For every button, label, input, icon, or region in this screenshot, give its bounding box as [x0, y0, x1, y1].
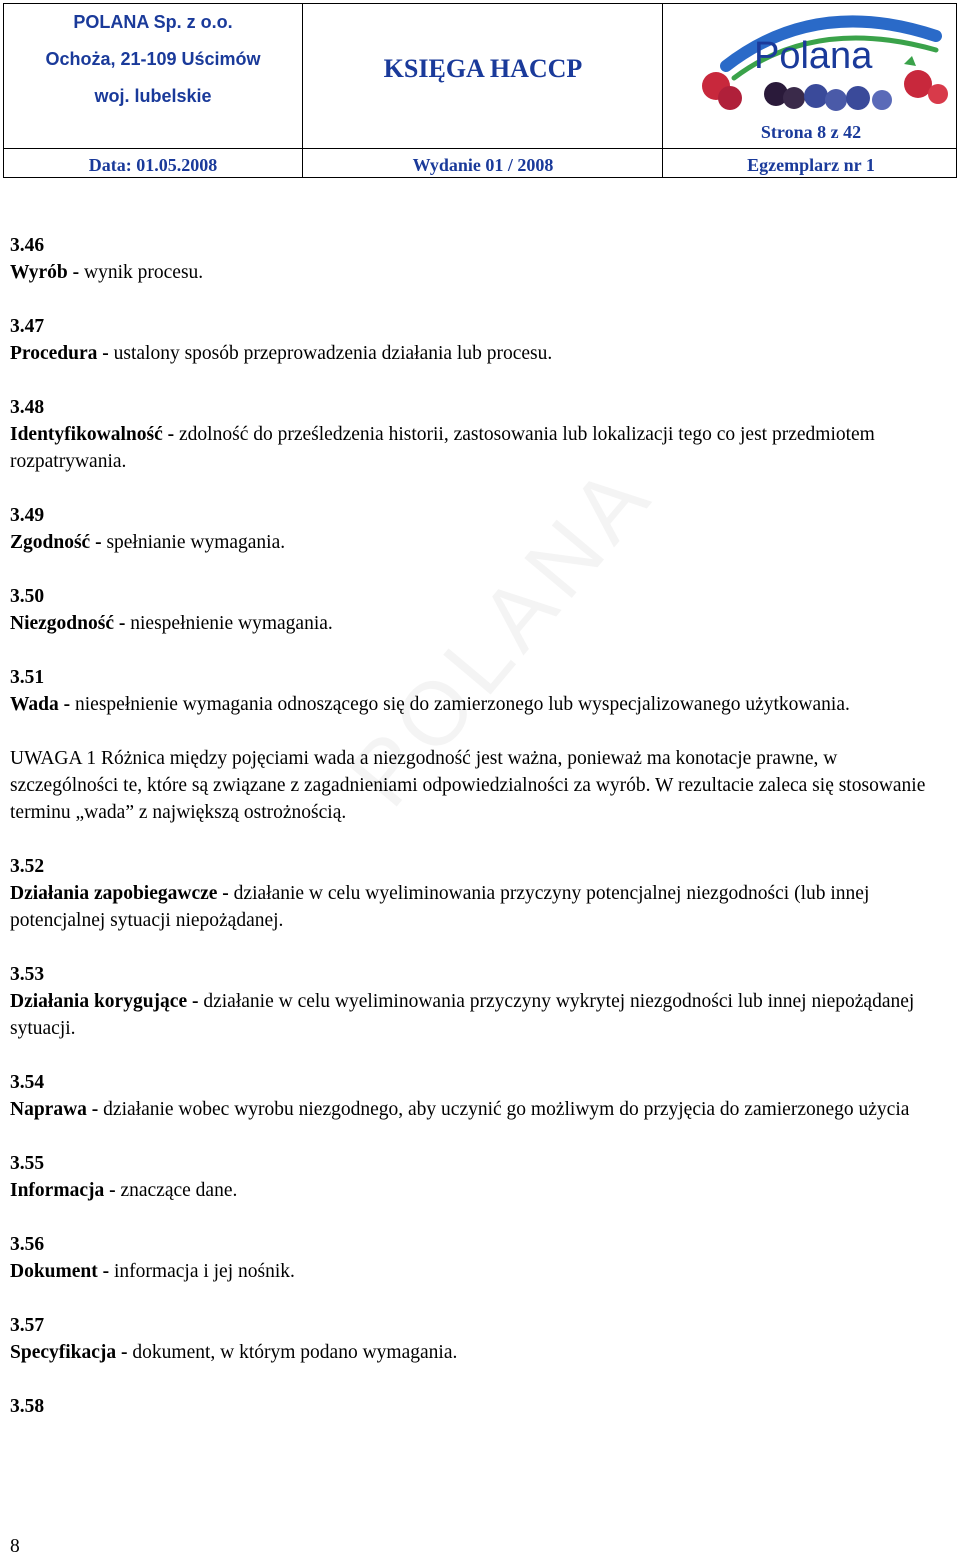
definition-entry	[10, 313, 950, 367]
entry-definition: znaczące dane.	[115, 1180, 238, 1201]
document-title: KSIĘGA HACCP	[383, 54, 583, 83]
definition-entry	[10, 1069, 950, 1123]
footer-page-number: 8	[10, 1536, 20, 1557]
entry-term: Naprawa -	[10, 1099, 99, 1120]
definition-entry	[10, 853, 950, 934]
definition-entry	[10, 1312, 950, 1366]
document-date: Data: 01.05.2008	[88, 155, 218, 175]
entry-number: 3.53	[10, 964, 45, 985]
entry-number: 3.48	[10, 397, 45, 418]
entry-number: 3.57	[10, 1315, 45, 1336]
entry-definition: dokument, w którym podano wymagania.	[127, 1342, 458, 1363]
company-address: Ochoża, 21-109 Uścimów	[45, 49, 261, 69]
entry-definition: ustalony sposób przeprowadzenia działania lub procesu.	[108, 343, 553, 364]
header-divider	[302, 4, 303, 177]
page-number: Strona 8 z 42	[760, 122, 862, 142]
document-copy: Egzemplarz nr 1	[747, 155, 875, 175]
entry-term: Niezgodność -	[10, 613, 126, 634]
entry-number: 3.50	[10, 586, 45, 607]
entry-number: 3.54	[10, 1072, 45, 1093]
definition-entry	[10, 1150, 950, 1204]
entry-number: 3.52	[10, 856, 45, 877]
entry-number: 3.51	[10, 667, 45, 688]
header-divider	[4, 148, 956, 149]
entry-term: Identyfikowalność -	[10, 424, 175, 445]
entry-term: Działania korygujące -	[10, 991, 199, 1012]
note-paragraph	[10, 745, 950, 826]
entry-number: 3.56	[10, 1234, 45, 1255]
entry-term: Wyrób -	[10, 262, 80, 283]
company-block	[4, 4, 302, 115]
polana-logo	[686, 6, 958, 118]
entry-number: 3.47	[10, 316, 45, 337]
entry-definition: zdolność do prześledzenia historii, zastosowania lub lokalizacji tego co jest przedmiotem rozpatrywania.	[10, 424, 875, 472]
header-divider	[662, 4, 663, 177]
definition-entry	[10, 394, 950, 475]
entry-term: Informacja -	[10, 1180, 116, 1201]
entry-number: 3.55	[10, 1153, 45, 1174]
entry-term: Działania zapobiegawcze -	[10, 883, 229, 904]
entry-number: 3.58	[10, 1396, 45, 1417]
definition-entry	[10, 1393, 950, 1420]
definition-entry	[10, 664, 950, 718]
company-region: woj. lubelskie	[94, 86, 212, 106]
note-label: UWAGA 1	[10, 748, 97, 769]
entry-term: Wada -	[10, 694, 71, 715]
entry-number: 3.46	[10, 235, 45, 256]
document-header	[3, 3, 957, 178]
document-edition: Wydanie 01 / 2008	[412, 155, 554, 175]
company-name: POLANA Sp. z o.o.	[73, 12, 233, 32]
entry-definition: działanie w celu wyeliminowania przyczyny potencjalnej niezgodności (lub innej potencjalnej sytuacji niepożądanej.	[10, 883, 870, 931]
entry-term: Specyfikacja -	[10, 1342, 128, 1363]
entry-definition: niespełnienie wymagania odnoszącego się do zamierzonego lub wyspecjalizowanego użytkowania.	[70, 694, 850, 715]
entry-definition: działanie w celu wyeliminowania przyczyny wykrytej niezgodności lub innej niepożądanej sytuacji.	[10, 991, 915, 1039]
entry-definition: niespełnienie wymagania.	[125, 613, 333, 634]
definition-entry	[10, 583, 950, 637]
entry-definition: wynik procesu.	[79, 262, 204, 283]
entry-definition: działanie wobec wyrobu niezgodnego, aby uczynić go możliwym do przyjęcia do zamierzonego użycia	[98, 1099, 910, 1120]
definition-entry	[10, 961, 950, 1042]
entry-definition: informacja i jej nośnik.	[109, 1261, 295, 1282]
definition-entry	[10, 1231, 950, 1285]
document-body	[10, 232, 950, 1447]
entry-number: 3.49	[10, 505, 45, 526]
entry-definition: spełnianie wymagania.	[101, 532, 286, 553]
entry-term: Procedura -	[10, 343, 109, 364]
logo-text: Polana	[754, 35, 873, 77]
entry-term: Dokument -	[10, 1261, 110, 1282]
entry-term: Zgodność -	[10, 532, 102, 553]
definition-entry	[10, 232, 950, 286]
definition-entry	[10, 502, 950, 556]
note-text: Różnica między pojęciami wada a niezgodność jest ważna, ponieważ ma konotacje prawne, w szczególności te, które są związane z zagadnieniami odpowiedzialności za wyrób. W rezultacie zaleca się stosowanie terminu „wada” z największą ostrożnością.	[10, 748, 926, 823]
